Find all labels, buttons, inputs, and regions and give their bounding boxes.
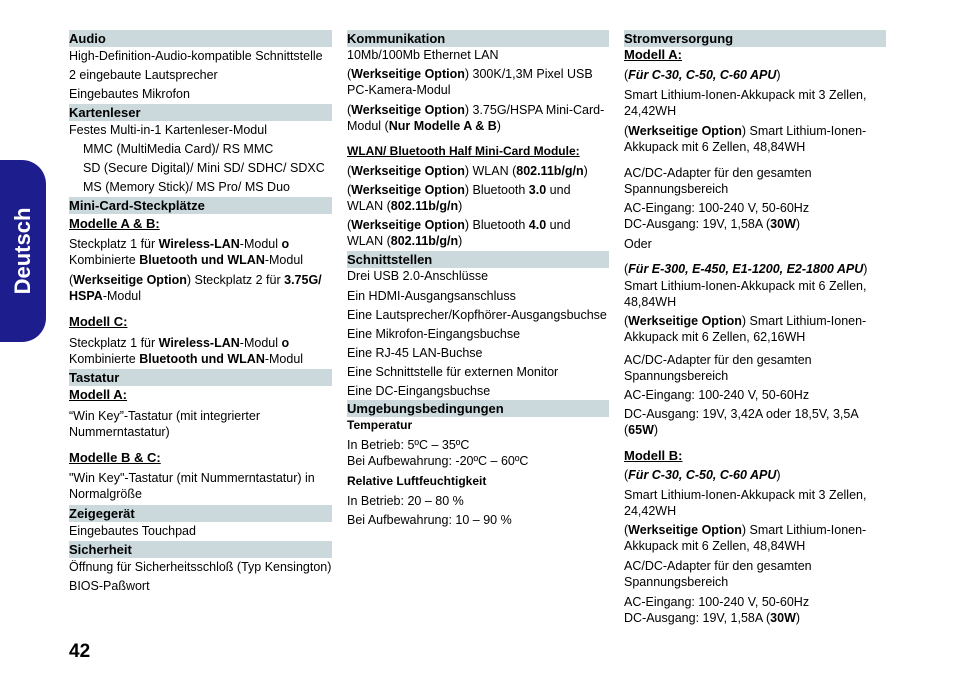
- heading-ports: Schnittstellen: [347, 251, 609, 268]
- comm-bt4: (Werkseitige Option) Bluetooth 4.0 und WLAN (802.11b/g/n): [347, 218, 571, 248]
- power-or: Oder: [624, 237, 652, 251]
- env-humidity-title: Relative Luftfeuchtigkeit: [347, 474, 487, 488]
- mini-card-ab-slot2: (Werkseitige Option) Steckplatz 2 für 3.75G/ HSPA-Modul: [69, 273, 322, 303]
- comm-wlan: (Werkseitige Option) WLAN (802.11b/g/n): [347, 164, 588, 178]
- column-3: [624, 30, 886, 626]
- power-battery-6cell: Smart Lithium-Ionen-Akkupack mit 6 Zellen, 48,84WH: [624, 279, 867, 309]
- mini-card-c-slot1: Steckplatz 1 für Wireless-LAN-Modul o Kombinierte Bluetooth und WLAN-Modul: [69, 336, 304, 366]
- column-1: [69, 30, 332, 594]
- power-b-models: (Für C-30, C-50, C-60 APU): [624, 468, 781, 482]
- comm-lan: 10Mb/100Mb Ethernet LAN: [347, 48, 499, 62]
- heading-environment: Umgebungsbedingungen: [347, 400, 609, 417]
- power-ac-in: AC-Eingang: 100-240 V, 50-60Hz: [624, 201, 810, 215]
- power-adapter: AC/DC-Adapter für den gesamten Spannungsbereich: [624, 166, 812, 196]
- heading-power: Stromversorgung: [624, 30, 886, 47]
- power-ac-in: AC-Eingang: 100-240 V, 50-60Hz: [624, 388, 810, 402]
- heading-audio: Audio: [69, 30, 332, 47]
- power-battery-3cell: Smart Lithium-Ionen-Akkupack mit 3 Zellen, 24,42WH: [624, 488, 867, 518]
- security-item: BIOS-Paßwort: [69, 579, 150, 593]
- comm-camera: (Werkseitige Option) 300K/1,3M Pixel USB PC-Kamera-Modul: [347, 67, 593, 97]
- comm-hspa: (Werkseitige Option) 3.75G/HSPA Mini-Card-Modul (Nur Modelle A & B): [347, 103, 605, 133]
- keyboard-bc-text: "Win Key"-Tastatur (mit Nummerntastatur) in Normalgröße: [69, 471, 315, 501]
- env-temp-storage: Bei Aufbewahrung: -20ºC – 60ºC: [347, 454, 529, 468]
- port-item: Eine Schnittstelle für externen Monitor: [347, 365, 559, 379]
- language-tab: [0, 160, 46, 342]
- power-dc-out-3: DC-Ausgang: 19V, 1,58A (30W): [624, 611, 801, 625]
- port-item: Ein HDMI-Ausgangsanschluss: [347, 289, 516, 303]
- card-reader-item: MMC (MultiMedia Card)/ RS MMC: [83, 142, 274, 156]
- power-b-title: Modell B:: [624, 448, 683, 463]
- port-item: Eine Lautsprecher/Kopfhörer-Ausgangsbuchse: [347, 308, 607, 322]
- mini-card-ab-slot1: Steckplatz 1 für Wireless-LAN-Modul o Kombinierte Bluetooth und WLAN-Modul: [69, 237, 304, 267]
- power-battery-6cell-option: (Werkseitige Option) Smart Lithium-Ionen-Akkupack mit 6 Zellen, 48,84WH: [624, 523, 867, 553]
- heading-card-reader: Kartenleser: [69, 104, 332, 121]
- audio-item: High-Definition-Audio-kompatible Schnittstelle: [69, 49, 323, 63]
- comm-wlan-title: WLAN/ Bluetooth Half Mini-Card Module:: [347, 144, 580, 158]
- comm-bt3: (Werkseitige Option) Bluetooth 3.0 und WLAN (802.11b/g/n): [347, 183, 571, 213]
- keyboard-a-title: Modell A:: [69, 387, 128, 402]
- audio-item: 2 eingebaute Lautsprecher: [69, 68, 218, 82]
- column-2: [347, 30, 609, 528]
- heading-mini-card: Mini-Card-Steckplätze: [69, 197, 332, 214]
- card-reader-item: SD (Secure Digital)/ Mini SD/ SDHC/ SDXC: [83, 161, 325, 175]
- power-a-models-1: (Für C-30, C-50, C-60 APU): [624, 68, 781, 82]
- port-item: Eine RJ-45 LAN-Buchse: [347, 346, 483, 360]
- card-reader-intro: Festes Multi-in-1 Kartenleser-Modul: [69, 123, 267, 137]
- env-humidity-storage: Bei Aufbewahrung: 10 – 90 %: [347, 513, 512, 527]
- pointing-device-text: Eingebautes Touchpad: [69, 524, 196, 538]
- card-reader-item: MS (Memory Stick)/ MS Pro/ MS Duo: [83, 180, 290, 194]
- language-tab-label: Deutsch: [10, 207, 35, 295]
- env-temp-op: In Betrieb: 5ºC – 35ºC: [347, 438, 470, 452]
- power-dc-out-2: DC-Ausgang: 19V, 3,42A oder 18,5V, 3,5A (65W): [624, 407, 858, 437]
- env-temp-title: Temperatur: [347, 418, 413, 432]
- heading-keyboard: Tastatur: [69, 369, 332, 386]
- mini-card-c-title: Modell C:: [69, 314, 128, 329]
- heading-communication: Kommunikation: [347, 30, 609, 47]
- power-dc-out: DC-Ausgang: 19V, 1,58A (30W): [624, 217, 801, 231]
- power-ac-in: AC-Eingang: 100-240 V, 50-60Hz: [624, 595, 810, 609]
- keyboard-a-text: “Win Key”-Tastatur (mit integrierter Nummerntastatur): [69, 409, 261, 439]
- power-battery-6cell-option-2: (Werkseitige Option) Smart Lithium-Ionen-Akkupack mit 6 Zellen, 62,16WH: [624, 314, 867, 344]
- keyboard-bc-title: Modelle B & C:: [69, 450, 161, 465]
- power-adapter: AC/DC-Adapter für den gesamten Spannungsbereich: [624, 353, 812, 383]
- env-humidity-op: In Betrieb: 20 – 80 %: [347, 494, 464, 508]
- port-item: Eine Mikrofon-Eingangsbuchse: [347, 327, 521, 341]
- audio-item: Eingebautes Mikrofon: [69, 87, 190, 101]
- port-item: Drei USB 2.0-Anschlüsse: [347, 269, 489, 283]
- heading-pointing-device: Zeigegerät: [69, 505, 332, 522]
- port-item: Eine DC-Eingangsbuchse: [347, 384, 491, 398]
- heading-security: Sicherheit: [69, 541, 332, 558]
- page-number: 42: [69, 641, 91, 662]
- power-battery-3cell: Smart Lithium-Ionen-Akkupack mit 3 Zellen, 24,42WH: [624, 88, 867, 118]
- mini-card-ab-title: Modelle A & B:: [69, 216, 160, 231]
- power-adapter: AC/DC-Adapter für den gesamten Spannungsbereich: [624, 559, 812, 589]
- power-a-models-2: (Für E-300, E-450, E1-1200, E2-1800 APU): [624, 262, 868, 276]
- power-a-title: Modell A:: [624, 47, 683, 62]
- power-battery-6cell-option: (Werkseitige Option) Smart Lithium-Ionen-Akkupack mit 6 Zellen, 48,84WH: [624, 124, 867, 154]
- security-item: Öffnung für Sicherheitsschloß (Typ Kensington): [69, 560, 332, 574]
